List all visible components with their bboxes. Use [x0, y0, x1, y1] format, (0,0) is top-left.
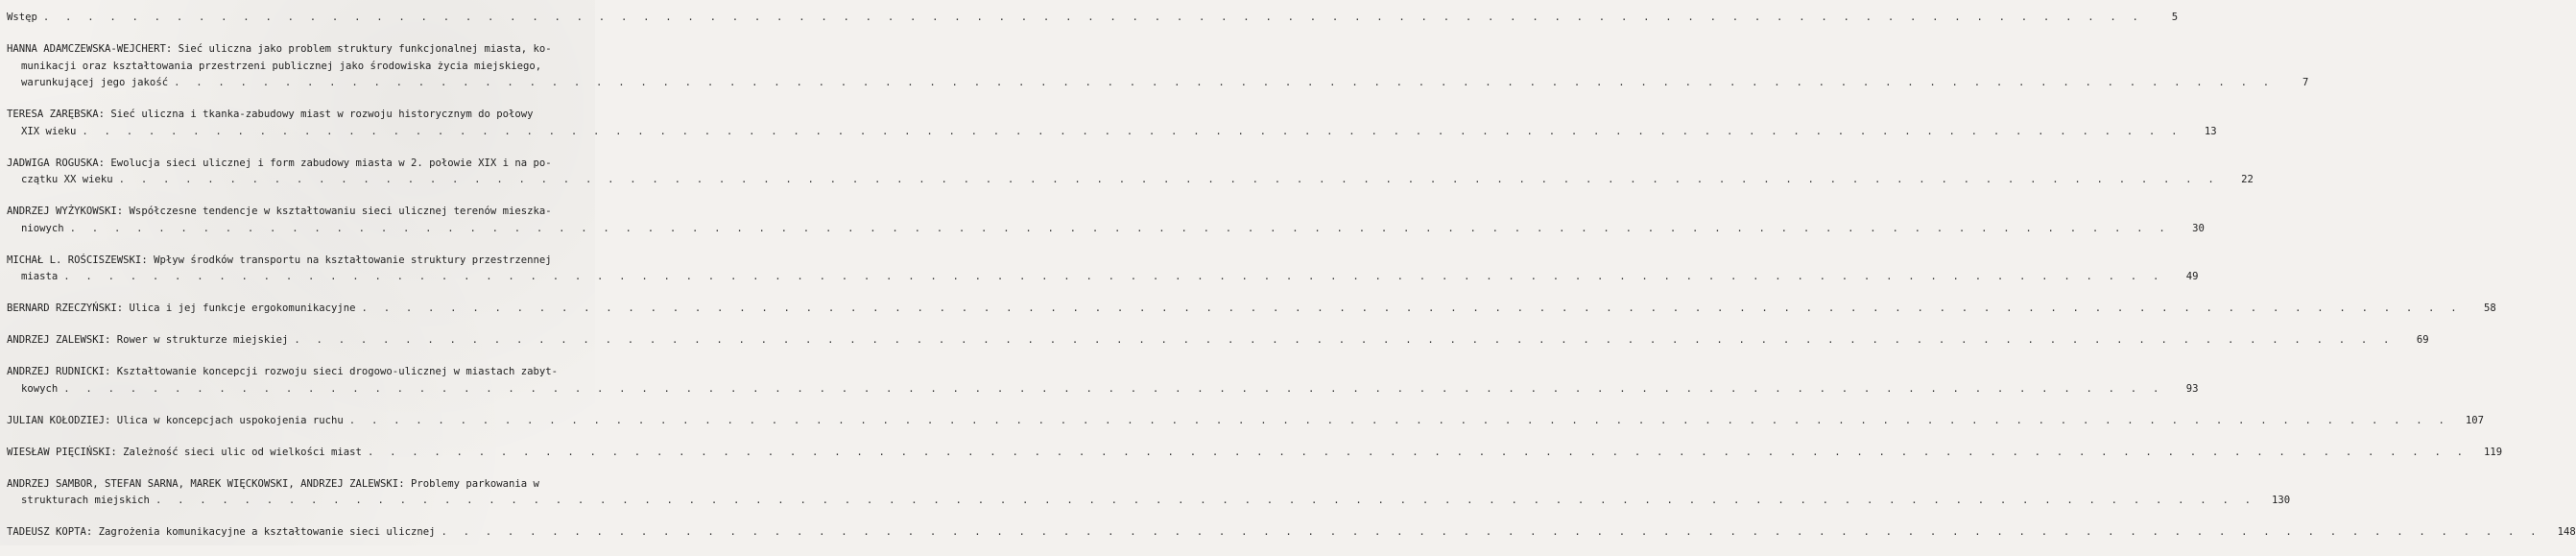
toc-entry-text: JULIAN KOŁODZIEJ: Ulica w koncepcjach uspokojenia ruchu [7, 414, 344, 426]
toc-entry [7, 156, 2254, 189]
dot-leader [435, 524, 2540, 542]
toc-page-number: 49 [2185, 271, 2199, 282]
toc-page-number: 148 [2557, 526, 2576, 538]
toc-entry-text: kowych [21, 382, 59, 395]
toc-entry-line [7, 445, 2503, 462]
toc-entry-line [7, 41, 585, 59]
toc-page-number: 7 [2302, 77, 2309, 88]
toc-entry-text: TERESA ZARĘBSKA: Sieć uliczna i tkanka-zabudowy miast w rozwoju historycznym do połowy [7, 109, 534, 120]
toc-entry-line [7, 524, 2576, 542]
toc-entry [7, 524, 2576, 542]
dot-leader [64, 221, 2170, 238]
dot-leader [37, 10, 2143, 27]
toc-page-number: 58 [2484, 302, 2496, 314]
toc-entry-text: BERNARD RZECZYŃSKI: Ulica i jej funkcje ergokomunikacyjne [7, 302, 356, 314]
toc-entry [7, 364, 2199, 398]
toc-entry-line [7, 204, 585, 221]
toc-entry-text: HANNA ADAMCZEWSKA-WEJCHERT: Sieć uliczna jako problem struktury funkcjonalnej miasta, ko- [7, 43, 552, 55]
toc-entry-text: Wstęp [7, 12, 37, 23]
toc-entry-line [7, 172, 2254, 189]
toc-entry-text: JADWIGA ROGUSKA: Ewolucja sieci ulicznej i form zabudowy miasta w 2. połowie XIX i na po- [7, 157, 552, 169]
toc-entry [7, 476, 2291, 510]
table-of-contents [7, 10, 2576, 556]
dot-leader [168, 75, 2274, 92]
toc-page-number: 30 [2192, 222, 2205, 234]
toc-entry-text: miasta [21, 271, 59, 282]
toc-page-number: 5 [2171, 12, 2179, 23]
toc-entry-line [7, 301, 2496, 318]
toc-entry-line [7, 381, 2199, 399]
toc-page-number: 93 [2185, 382, 2199, 395]
toc-entry-text: strukturach miejskich [21, 495, 150, 506]
dot-leader [113, 172, 2219, 189]
toc-page-number: 107 [2465, 414, 2485, 426]
toc-entry-line [7, 364, 585, 381]
toc-entry-text: ANDRZEJ RUDNICKI: Kształtowanie koncepcji rozwoju sieci drogowo-ulicznej w miastach zabyt- [7, 366, 559, 377]
toc-entry-text: ANDRZEJ ZALEWSKI: Rower w strukturze miejskiej [7, 334, 289, 346]
toc-entry [7, 253, 2199, 286]
toc-entry-text: MICHAŁ L. ROŚCISZEWSKI: Wpływ środków transportu na kształtowanie struktury przestrzennej [7, 254, 552, 266]
dot-leader [58, 269, 2163, 286]
toc-entry-text: ANDRZEJ WYŻYKOWSKI: Współczesne tendencje w kształtowaniu sieci ulicznej terenów mieszka- [7, 205, 552, 217]
toc-page-number: 130 [2272, 495, 2291, 506]
toc-entry-text: WIESŁAW PIĘCIŃSKI: Zależność sieci ulic od wielkości miast [7, 446, 362, 458]
dot-leader [356, 301, 2462, 318]
toc-entry-line [7, 124, 2217, 141]
toc-entry [7, 413, 2485, 430]
toc-entry-text: munikacji oraz kształtowania przestrzeni publicznej jako środowiska życia miejskiego, [21, 60, 542, 72]
toc-entry-text: XIX wieku [21, 125, 77, 137]
dot-leader [76, 124, 2182, 141]
toc-page-number: 13 [2204, 125, 2217, 137]
toc-entry-text: niowych [21, 222, 64, 234]
toc-entry-line [7, 156, 585, 173]
toc-entry-line [7, 253, 585, 270]
toc-entry-line [7, 269, 2199, 286]
toc-entry-text: ANDRZEJ SAMBOR, STEFAN SARNA, MAREK WIĘCKOWSKI, ANDRZEJ ZALEWSKI: Problemy parkowania w [7, 477, 539, 490]
toc-entry [7, 445, 2503, 462]
dot-leader [58, 381, 2163, 399]
toc-entry [7, 301, 2496, 318]
toc-page-number: 69 [2416, 334, 2429, 346]
toc-entry-line [7, 476, 585, 494]
toc-entry-line [7, 107, 585, 124]
toc-page-number: 22 [2241, 174, 2254, 185]
toc-entry-line [7, 59, 585, 76]
toc-entry-text: warunkującej jego jakość [21, 77, 169, 88]
toc-entry-line [7, 493, 2291, 510]
toc-entry [7, 332, 2429, 350]
dot-leader [362, 445, 2468, 462]
dot-leader [288, 332, 2394, 350]
dot-leader [150, 493, 2255, 510]
toc-entry-text: czątku XX wieku [21, 174, 113, 185]
toc-entry [7, 204, 2205, 237]
toc-page-number: 119 [2484, 446, 2503, 458]
toc-entry [7, 10, 2179, 27]
toc-entry-line [7, 413, 2485, 430]
toc-entry-line [7, 332, 2429, 350]
toc-entry [7, 107, 2217, 140]
toc-entry [7, 41, 2309, 92]
toc-entry-line [7, 10, 2179, 27]
toc-entry-line [7, 221, 2205, 238]
dot-leader [344, 413, 2449, 430]
toc-entry-line [7, 75, 2309, 92]
toc-entry-text: TADEUSZ KOPTA: Zagrożenia komunikacyjne a kształtowanie sieci ulicznej [7, 526, 436, 538]
